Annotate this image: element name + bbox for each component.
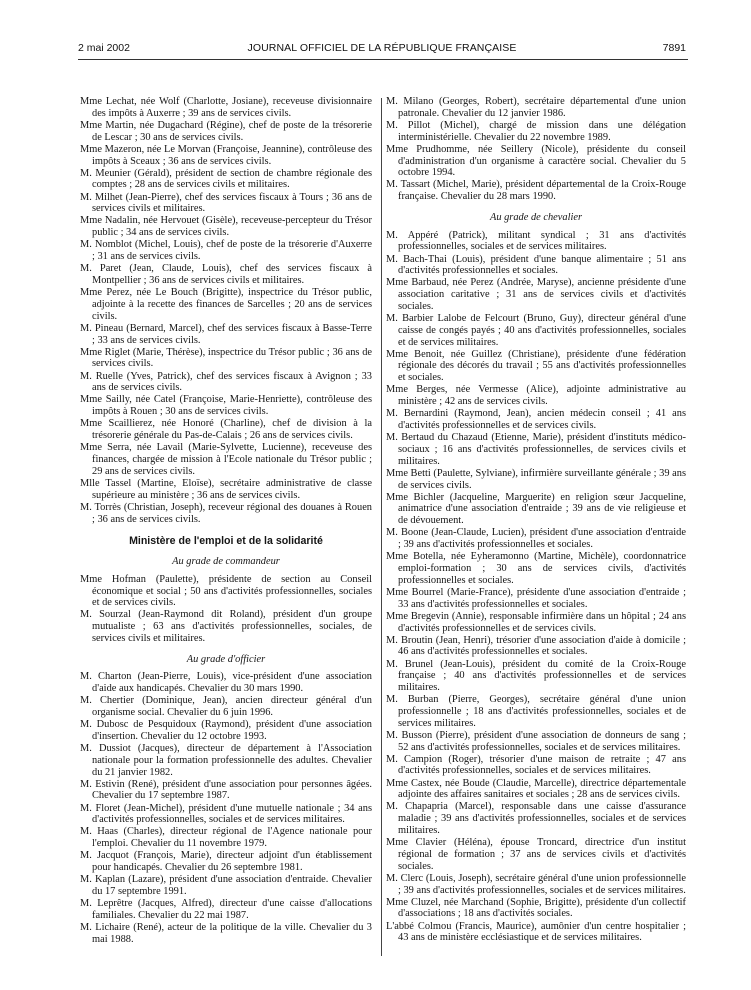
list-item: Mme Perez, née Le Bouch (Brigitte), inspectrice du Trésor public, adjointe à la recette des finances de Sarcelles ; 20 ans de services civils. [80,287,372,322]
list-item: M. Nomblot (Michel, Louis), chef de poste de la trésorerie d'Auxerre ; 31 ans de services civils. [80,239,372,263]
right-column [386,96,686,944]
list-item: M. Torrès (Christian, Joseph), receveur régional des douanes à Rouen ; 36 ans de services civils. [80,501,372,525]
list-item: M. Leprêtre (Jacques, Alfred), directeur d'une caisse d'allocations familiales. Chevalier du 22 mai 1987. [80,898,372,921]
list-item: Mme Betti (Paulette, Sylviane), infirmière surveillante générale ; 39 ans de services civils. [386,467,686,491]
entries-list-chevalier [386,230,686,944]
ministry-title: Ministère de l'emploi et de la solidarité [129,535,323,548]
page-number: 7891 [662,42,686,54]
list-item: M. Meunier (Gérald), président de section de chambre régionale des comptes ; 28 ans de services civils et militaires. [80,167,372,191]
list-item: Mme Lechat, née Wolf (Charlotte, Josiane), receveuse divisionnaire des impôts à Auxerre ; 39 ans de services civils. [80,96,372,119]
list-item: M. Paret (Jean, Claude, Louis), chef des services fiscaux à Montpellier ; 36 ans de services civils et militaires. [80,263,372,286]
list-item: Mme Castex, née Boude (Claudie, Marcelle), directrice départementale adjointe des affaires sanitaires et sociales ; 28 ans de services civils. [386,777,686,801]
list-item: L'abbé Colmou (Francis, Maurice), aumônier d'un centre hospitalier ; 43 ans de ministère ecclésiastique et de services militaires. [386,920,686,944]
list-item: M. Dussiot (Jacques), directeur de département à l'Association nationale pour la formation professionnelle des adultes. Chevalier du 21 janvier 1982. [80,743,372,778]
list-item: M. Kaplan (Lazare), président d'une association d'entraide. Chevalier du 17 septembre 1991. [80,874,372,898]
entries-list-commandeur [80,574,372,645]
list-item: M. Sourzal (Jean-Raymond dit Roland), président d'un groupe mutualiste ; 63 ans d'activités professionnelles, sociales, de services civils et militaires. [80,609,372,644]
list-item: M. Pillot (Michel), chargé de mission dans une délégation interministérielle. Chevalier du 22 novembre 1989. [386,119,686,143]
entries-list-top [80,96,372,525]
list-item: M. Ruelle (Yves, Patrick), chef des services fiscaux à Avignon ; 33 ans de services civils. [80,370,372,394]
list-item: Mme Nadalin, née Hervouet (Gisèle), receveuse-percepteur du Trésor public ; 34 ans de services civils. [80,215,372,239]
list-item: M. Estivin (René), président d'une association pour personnes âgées. Chevalier du 17 septembre 1987. [80,778,372,802]
list-item: M. Milhet (Jean-Pierre), chef des services fiscaux à Tours ; 36 ans de services civils et militaires. [80,191,372,215]
list-item: M. Broutin (Jean, Henri), trésorier d'une association d'aide à domicile ; 46 ans d'activités professionnelles et sociales. [386,634,686,658]
list-item: M. Barbier Lalobe de Felcourt (Bruno, Guy), directeur général d'une caisse de congés payés ; 40 ans d'activités professionnelles, sociales et de services militaires. [386,313,686,348]
list-item: M. Haas (Charles), directeur régional de l'Agence nationale pour l'emploi. Chevalier du 11 novembre 1979. [80,826,372,850]
list-item: Mme Serra, née Lavail (Marie-Sylvette, Lucienne), receveuse des finances, chargée de mission à l'Ecole nationale du Trésor public ; 29 ans de services civils. [80,442,372,477]
journal-title: JOURNAL OFFICIEL DE LA RÉPUBLIQUE FRANÇAISE [247,42,517,54]
list-item: Mme Botella, née Eyheramonno (Martine, Michèle), coordonnatrice emploi-formation ; 30 ans de services civils, d'activités professionnelles et sociales. [386,551,686,586]
issue-date: 2 mai 2002 [78,42,130,54]
grade-heading-officier: Au grade d'officier [186,653,266,665]
list-item: Mme Sailly, née Catel (Françoise, Marie-Henriette), contrôleuse des impôts à Rouen ; 30 ans de services civils. [80,394,372,418]
list-item: M. Milano (Georges, Robert), secrétaire départemental d'une union patronale. Chevalier du 12 janvier 1986. [386,96,686,119]
list-item: Mme Bourrel (Marie-France), présidente d'une association d'entraide ; 33 ans d'activités professionnelles et sociales. [386,586,686,610]
list-item: M. Tassart (Michel, Marie), président départemental de la Croix-Rouge française. Chevalier du 28 mars 1990. [386,179,686,203]
list-item: Mme Riglet (Marie, Thérèse), inspectrice du Trésor public ; 36 ans de services civils. [80,346,372,370]
list-item: Mme Clavier (Héléna), épouse Troncard, directrice d'un institut régional de formation ; 37 ans de services civils et d'activités sociales. [386,837,686,872]
list-item: M. Campion (Roger), trésorier d'une maison de retraite ; 47 ans d'activités professionnelles, sociales et de services militaires. [386,753,686,777]
list-item: M. Chertier (Dominique, Jean), ancien directeur général d'un organisme social. Chevalier du 6 juin 1996. [80,695,372,719]
list-item: Mme Hofman (Paulette), présidente de section au Conseil économique et social ; 50 ans d'activités professionnelles, sociales et de services civils. [80,573,372,609]
list-item: Mme Prudhomme, née Seillery (Nicole), présidente du conseil d'administration d'un organisme à caractère social. Chevalier du 5 octobre 1994. [386,143,686,179]
entries-list-officier-cont [386,96,686,203]
list-item: M. Pineau (Bernard, Marcel), chef des services fiscaux à Basse-Terre ; 33 ans de services civils. [80,322,372,346]
list-item: M. Bernardini (Raymond, Jean), ancien médecin conseil ; 41 ans d'activités professionnelles et de services civils. [386,408,686,432]
list-item: M. Jacquot (François, Marie), directeur adjoint d'un établissement pour handicapés. Chevalier du 26 septembre 1981. [80,850,372,874]
list-item: Mme Barbaud, née Perez (Andrée, Maryse), ancienne présidente d'une association caritative ; 31 ans de services civils et d'activités sociales. [386,277,686,312]
grade-heading-commandeur: Au grade de commandeur [172,556,280,567]
list-item: Mme Cluzel, née Marchand (Sophie, Brigitte), présidente d'un collectif d'associations ; 18 ans d'activités sociales. [386,896,686,920]
list-item: Mme Scaillierez, née Honoré (Charline), chef de division à la trésorerie générale du Pas-de-Calais ; 26 ans de services civils. [80,418,372,442]
list-item: M. Lichaire (René), acteur de la politique de la ville. Chevalier du 3 mai 1988. [80,922,372,945]
list-item: Mme Benoit, née Guillez (Christiane), présidente d'une fédération régionale des décorés du travail ; 55 ans d'activités professionnelles et sociales. [386,348,686,384]
list-item: Mme Bichler (Jacqueline, Marguerite) en religion sœur Jacqueline, animatrice d'une association d'entraide ; 39 ans de vie religieuse et de dévouement. [386,491,686,527]
list-item: M. Busson (Pierre), président d'une association de donneurs de sang ; 52 ans d'activités professionnelles, sociales et de services militaires. [386,729,686,753]
list-item: M. Floret (Jean-Michel), président d'une mutuelle nationale ; 34 ans d'activités professionnelles, sociales et de services militaires. [80,802,372,826]
list-item: M. Bach-Thai (Louis), président d'une banque alimentaire ; 51 ans d'activités professionnelles et sociales. [386,253,686,277]
list-item: Mme Mazeron, née Le Morvan (Françoise, Jeannine), contrôleuse des impôts à Sceaux ; 36 ans de services civils. [80,143,372,167]
list-item: M. Bertaud du Chazaud (Etienne, Marie), président d'instituts médico-sociaux ; 16 ans d'activités professionnelles, de services civils et militaires. [386,432,686,467]
page-header [78,41,686,57]
list-item: Mlle Tassel (Martine, Eloïse), secrétaire administrative de classe supérieure au ministère ; 36 ans de services civils. [80,477,372,501]
list-item: M. Appéré (Patrick), militant syndical ; 31 ans d'activités professionnelles, sociales et de services militaires. [386,229,686,253]
list-item: M. Clerc (Louis, Joseph), secrétaire général d'une union professionnelle ; 39 ans d'activités professionnelles, sociales et de services militaires. [386,872,686,896]
list-item: M. Brunel (Jean-Louis), président du comité de la Croix-Rouge française ; 40 ans d'activités professionnelles et de services militaires. [386,658,686,694]
list-item: M. Chapapria (Marcel), responsable dans une caisse d'assurance maladie ; 39 ans d'activités professionnelles, sociales et de services militaires. [386,801,686,836]
column-divider [381,98,382,956]
list-item: Mme Martin, née Dugachard (Régine), chef de poste de la trésorerie de Lescar ; 30 ans de services civils. [80,119,372,143]
list-item: M. Dubosc de Pesquidoux (Raymond), président d'une association d'insertion. Chevalier du 12 octobre 1993. [80,719,372,742]
left-column [80,96,372,946]
header-rule [78,59,688,60]
grade-heading-chevalier: Au grade de chevalier [489,211,583,223]
entries-list-officier [80,671,372,945]
list-item: M. Burban (Pierre, Georges), secrétaire général d'une union professionnelle ; 18 ans d'activités professionnelles, sociales et de services militaires. [386,694,686,729]
list-item: M. Boone (Jean-Claude, Lucien), président d'une association d'entraide ; 39 ans d'activités professionnelles et sociales. [386,527,686,551]
list-item: M. Charton (Jean-Pierre, Louis), vice-président d'une association d'aide aux handicapés. Chevalier du 30 mars 1990. [80,671,372,695]
list-item: Mme Bregevin (Annie), responsable infirmière dans un hôpital ; 24 ans d'activités professionnelles et de services civils. [386,610,686,634]
list-item: Mme Berges, née Vermesse (Alice), adjointe administrative au ministère ; 42 ans de services civils. [386,384,686,408]
